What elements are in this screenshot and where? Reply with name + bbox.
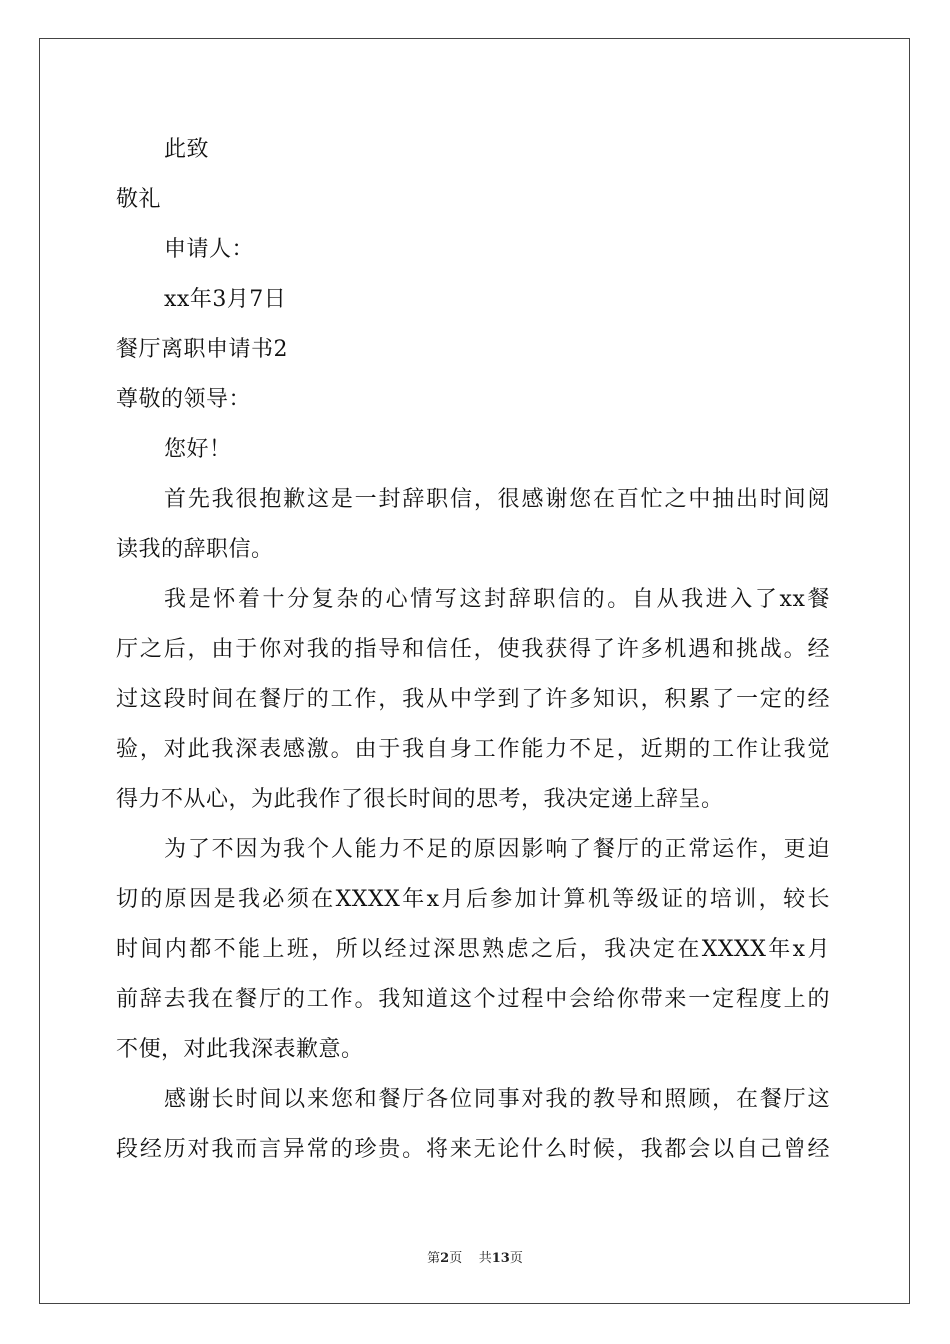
paragraph-line: 时间内都不能上班，所以经过深思熟虑之后，我决定在XXXX年x月 [116, 937, 830, 962]
closing-phrase: 此致 [164, 137, 210, 162]
greeting-recipient: 尊敬的领导： [116, 387, 252, 412]
paragraph-line: 读我的辞职信。 [116, 537, 274, 562]
paragraph-line: 我是怀着十分复杂的心情写这封辞职信的。自从我进入了xx餐 [164, 587, 830, 612]
paragraph-line: 不便，对此我深表歉意。 [116, 1037, 364, 1062]
total-suffix: 页 [509, 1251, 523, 1266]
applicant-label: 申请人： [164, 237, 255, 262]
total-prefix: 共 [478, 1251, 492, 1266]
paragraph-line: 前辞去我在餐厅的工作。我知道这个过程中会给你带来一定程度上的 [116, 987, 830, 1012]
greeting-hello: 您好！ [164, 437, 232, 462]
page-number: 2 [440, 1251, 450, 1266]
paragraph-line: 首先我很抱歉这是一封辞职信，很感谢您在百忙之中抽出时间阅 [164, 487, 830, 512]
paragraph-line: 切的原因是我必须在XXXX年x月后参加计算机等级证的培训，较长 [116, 887, 830, 912]
section-title: 餐厅离职申请书2 [116, 337, 288, 362]
paragraph-line: 得力不从心，为此我作了很长时间的思考，我决定递上辞呈。 [116, 787, 724, 812]
date-line: xx年3月7日 [164, 287, 287, 312]
page-suffix: 页 [449, 1251, 463, 1266]
salutation-regards: 敬礼 [116, 187, 162, 212]
page-footer [0, 1247, 950, 1266]
paragraph-line: 验，对此我深表感激。由于我自身工作能力不足，近期的工作让我觉 [116, 737, 830, 762]
paragraph-line: 厅之后，由于你对我的指导和信任，使我获得了许多机遇和挑战。经 [116, 637, 830, 662]
paragraph-line: 感谢长时间以来您和餐厅各位同事对我的教导和照顾，在餐厅这 [164, 1087, 830, 1112]
paragraph-line: 过这段时间在餐厅的工作，我从中学到了许多知识，积累了一定的经 [116, 687, 830, 712]
total-pages: 13 [491, 1251, 510, 1266]
paragraph-line: 段经历对我而言异常的珍贵。将来无论什么时候，我都会以自己曾经 [116, 1137, 830, 1162]
page-prefix: 第 [427, 1251, 441, 1266]
paragraph-line: 为了不因为我个人能力不足的原因影响了餐厅的正常运作，更迫 [164, 837, 830, 862]
